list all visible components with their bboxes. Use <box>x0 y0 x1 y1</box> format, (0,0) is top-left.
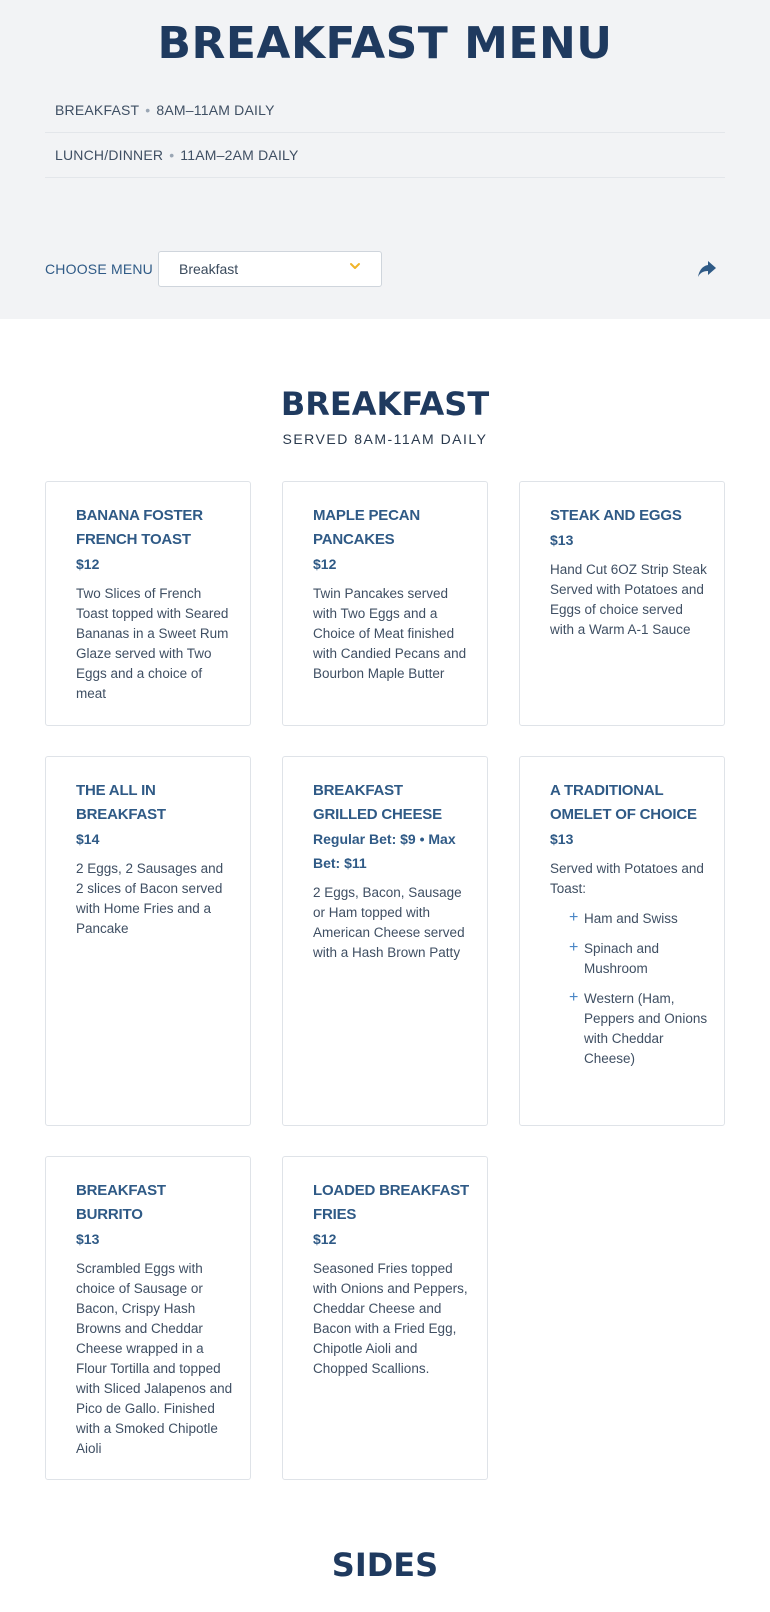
menu-item-card <box>45 481 251 726</box>
menu-item-card <box>282 756 488 1126</box>
hours-row-lunch-dinner <box>45 133 725 178</box>
hours-time: 8AM–11AM DAILY <box>156 102 275 118</box>
hours-list <box>45 88 725 178</box>
item-description: Scrambled Eggs with choice of Sausage or Bacon, Crispy Hash Browns and Cheddar Cheese wrapped in a Flour Tortilla and topped with Sliced Jalapenos and Pico de Gallo. Finished with a Smoked Chipotle Aioli <box>76 1261 233 1456</box>
list-item <box>570 939 708 979</box>
section-title-breakfast: BREAKFAST <box>280 385 490 423</box>
item-price: $12 <box>313 556 337 572</box>
item-description: Hand Cut 6OZ Strip Steak Served with Potatoes and Eggs of choice served with a Warm A-1 Sauce <box>550 562 707 637</box>
item-price: $12 <box>313 1231 337 1247</box>
item-name: BREAKFAST BURRITO <box>76 1182 166 1223</box>
section-subtitle: SERVED 8AM-11AM DAILY <box>282 431 488 447</box>
item-description: 2 Eggs, Bacon, Sausage or Ham topped with American Cheese served with a Hash Brown Patty <box>313 885 465 960</box>
item-price: Regular Bet: $9 • Max Bet: $11 <box>313 831 456 871</box>
hours-label: LUNCH/DINNER <box>55 147 164 163</box>
plus-icon: + <box>569 989 579 1006</box>
item-price: $13 <box>76 1231 100 1247</box>
separator-dot: • <box>169 147 175 163</box>
item-name: BANANA FOSTER FRENCH TOAST <box>76 507 203 548</box>
menu-item-card <box>45 756 251 1126</box>
item-price: $13 <box>550 831 574 847</box>
chevron-down-icon <box>349 260 361 272</box>
item-name: MAPLE PECAN PANCAKES <box>313 507 420 548</box>
plus-icon: + <box>569 909 579 926</box>
item-price: $13 <box>550 532 574 548</box>
hours-time: 11AM–2AM DAILY <box>180 147 299 163</box>
item-description: Two Slices of French Toast topped with Seared Bananas in a Sweet Rum Glaze served with Two Eggs and a choice of meat <box>76 586 229 701</box>
item-price: $14 <box>76 831 100 847</box>
list-item <box>570 909 708 929</box>
separator-dot: • <box>145 102 151 118</box>
item-description: 2 Eggs, 2 Sausages and 2 slices of Bacon served with Home Fries and a Pancake <box>76 861 224 936</box>
item-price: $12 <box>76 556 100 572</box>
item-description: Seasoned Fries topped with Onions and Peppers, Cheddar Cheese and Bacon with a Fried Egg, Chipotle Aioli and Chopped Scallions. <box>313 1261 468 1376</box>
page-title: BREAKFAST MENU <box>157 18 613 69</box>
hours-row-breakfast <box>45 88 725 133</box>
option-label: Western (Ham, Peppers and Onions with Cheddar Cheese) <box>584 991 708 1066</box>
menu-item-card <box>282 481 488 726</box>
menu-item-card <box>282 1156 488 1480</box>
menu-item-card <box>519 756 725 1126</box>
item-name: THE ALL IN BREAKFAST <box>76 782 166 823</box>
item-description: Served with Potatoes and Toast: <box>550 861 704 896</box>
list-item <box>570 989 708 1069</box>
plus-icon: + <box>569 939 579 956</box>
choose-menu-label: CHOOSE MENU <box>45 261 153 277</box>
item-name: LOADED BREAKFAST FRIES <box>313 1182 469 1223</box>
menu-item-card <box>519 481 725 726</box>
item-description: Twin Pancakes served with Two Eggs and a Choice of Meat finished with Candied Pecans and Bourbon Maple Butter <box>313 586 467 681</box>
option-label: Ham and Swiss <box>584 911 678 926</box>
item-name: STEAK AND EGGS <box>550 507 682 524</box>
item-name: BREAKFAST GRILLED CHEESE <box>313 782 442 823</box>
menu-header-section <box>0 0 770 319</box>
share-icon[interactable] <box>697 260 717 278</box>
menu-select-value: Breakfast <box>179 261 239 277</box>
omelet-options-list <box>550 909 708 1069</box>
hours-label: BREAKFAST <box>55 102 140 118</box>
item-name: A TRADITIONAL OMELET OF CHOICE <box>550 782 697 823</box>
option-label: Spinach and Mushroom <box>584 941 660 976</box>
menu-item-card <box>45 1156 251 1480</box>
section-title-sides: SIDES <box>331 1546 439 1584</box>
menu-select[interactable] <box>158 251 382 287</box>
